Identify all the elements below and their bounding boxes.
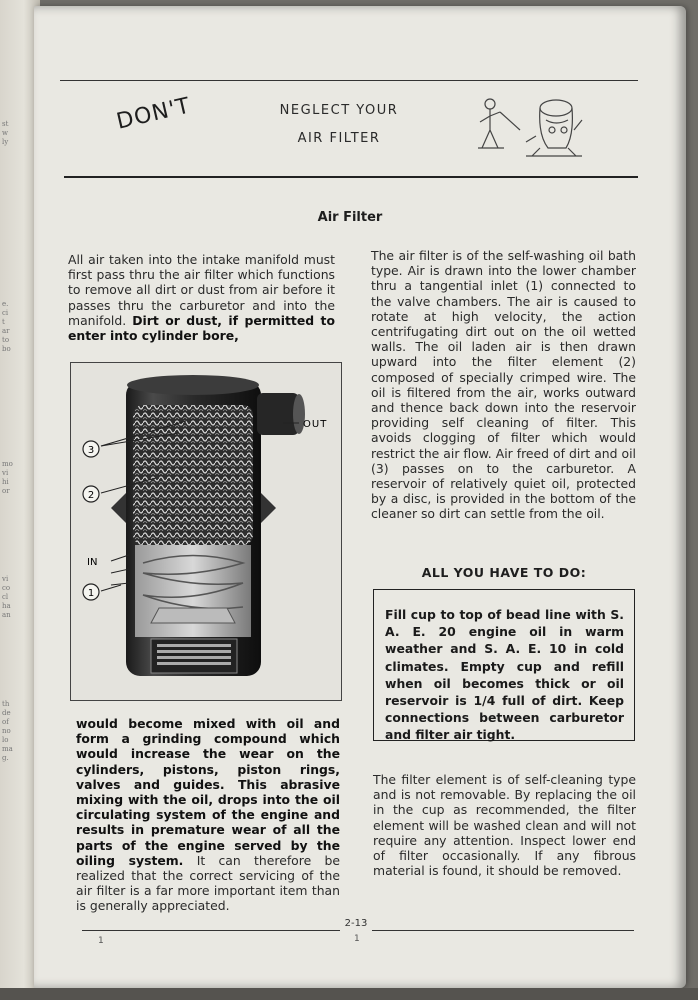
footer-tick-middle: 1 [354, 934, 360, 944]
wear-bold-text: would become mixed with oil and form a grinding compound which would increase the wear on the cylinders, pistons, piston rings, valves and guides. This abrasive mixing with the oil, drops into the oil circulating system of the engine and results in premature wear of all the parts of the engine served by the oiling system. [76, 716, 340, 868]
header-line-1: NEGLECT YOUR [279, 103, 399, 118]
bleed-through-text: vi co cl ha an [2, 575, 11, 619]
callout-2: 2 [87, 490, 95, 501]
callout-3: 3 [87, 445, 95, 456]
out-label: OUT [303, 419, 328, 430]
intro-bold-text: Dirt or dust, if permitted to enter into cylinder bore, [68, 312, 335, 344]
header-bottom-rule [64, 176, 638, 178]
intro-text: All air taken into the intake manifold must first pass thru the air filter which functions to remove all dirt or dust from air before it passes thru the carburetor and into the manifold. [68, 252, 335, 328]
wear-paragraph [76, 716, 340, 914]
section-title: Air Filter [317, 210, 383, 225]
wear-text: It can therefore be realized that the correct servicing of the air filter is a far more important item than is generally appreciated. [76, 852, 340, 914]
header-top-rule [60, 80, 638, 81]
filter-element-paragraph: The filter element is of self-cleaning type and is not removable. By replacing the oil in the cup as recommended, the filter element will be washed clean and will not require any attention. Inspect lower end of filter occasionally. If any fibrous material is found, it should be removed. [373, 772, 636, 879]
footer-rule-left [82, 930, 340, 931]
filter-description-paragraph: The air filter is of the self-washing oil bath type. Air is drawn into the lower chamber thru a tangential inlet (1) connected to the valve chambers. The air is caused to rotate at high velocity, the action centrifugating dirt out on the oil wetted walls. The oil laden air is then drawn upward into the filter element (2) composed of specially crimped wire. The oil is filtered from the air, works outward and thence back down into the reservoir providing self cleaning of filter. This avoids clogging of filter which would restrict the air flow. Air freed of dirt and oil (3) passes on to the carburetor. A reservoir of relatively quiet oil, protected by a disc, is provided in the bottom of the cleaner so dirt can settle from the oil. [371, 248, 636, 522]
instructions-box: Fill cup to top of bead line with S. A. E. 20 engine oil in warm weather and S. A. E. 10 in cold climates. Empty cup and refill when oil becomes thick or oil reservoir is 1/4 full of dirt. Keep connections between carburetor and filter air tight. [373, 589, 635, 741]
intro-paragraph [68, 252, 335, 343]
bleed-through-text: st w ly [2, 120, 9, 146]
air-filter-illustration [71, 363, 341, 700]
callout-1: 1 [87, 588, 95, 599]
air-filter-cutaway-photo [70, 362, 342, 701]
mechanic-cartoon-illustration [470, 90, 590, 162]
bleed-through-text: th de of no lo ma g. [2, 700, 13, 762]
bleed-through-text: e. ci t ar to bo [2, 300, 11, 353]
footer-rule-right [372, 930, 634, 931]
footer-tick-left: 1 [98, 936, 104, 946]
bleed-through-text: mo vi hi or [2, 460, 13, 495]
instructions-heading: ALL YOU HAVE TO DO: [421, 565, 587, 580]
dont-heading: DON'T [114, 93, 194, 135]
background-strip [0, 988, 698, 1000]
in-label: IN [87, 557, 98, 568]
page-number: 2-13 [344, 918, 368, 929]
header-line-2: AIR FILTER [297, 131, 381, 146]
